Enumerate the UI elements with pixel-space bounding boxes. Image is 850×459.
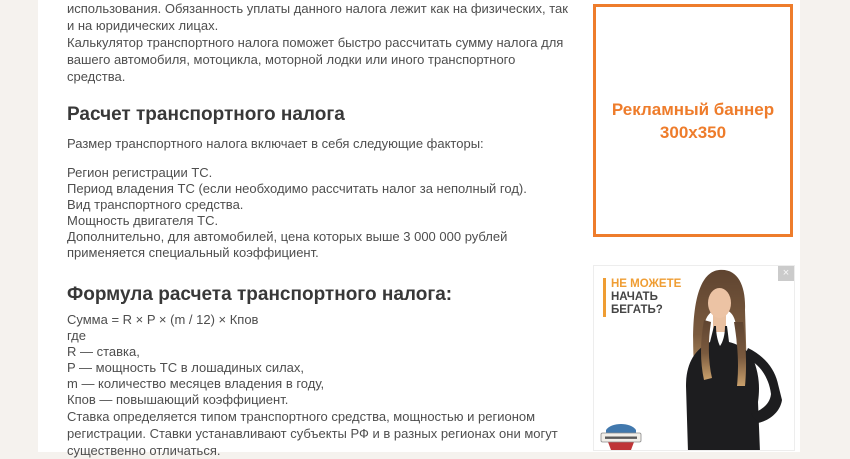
ad-headline	[603, 278, 681, 317]
factor-item: Период владения ТС (если необходимо рассчитать налог за неполный год).	[67, 181, 527, 196]
factor-item: Мощность двигателя ТС.	[67, 213, 219, 228]
formula-definition: R — ставка,	[67, 344, 140, 359]
paragraph-calculator-description: Калькулятор транспортного налога поможет быстро рассчитать сумму налога для вашего автомобиля, мотоцикла, моторной лодки или иного транспортного средства.	[67, 35, 564, 84]
article	[67, 0, 573, 459]
formula-definition: P — мощность ТС в лошадиных силах,	[67, 360, 305, 375]
factors-list	[67, 165, 573, 261]
ad-banner-placeholder-title: Рекламный баннер	[611, 99, 775, 119]
ad-headline-line1: НЕ МОЖЕТЕ	[611, 278, 682, 290]
factor-item: Вид транспортного средства.	[67, 197, 244, 212]
calc-section-lead: Размер транспортного налога включает в себя следующие факторы:	[67, 136, 484, 151]
ad-close-icon[interactable]: ×	[778, 266, 794, 281]
heading-tax-formula: Формула расчета транспортного налога:	[67, 284, 453, 305]
sidebar	[593, 0, 797, 451]
ad-model-photo	[676, 266, 792, 451]
factor-item: Дополнительно, для автомобилей, цена которых выше 3 000 000 рублей применяется специальный коэффициент.	[67, 229, 508, 260]
ad-headline-line2: НАЧАТЬ	[611, 291, 658, 303]
formula-where-label: где	[67, 328, 86, 343]
content-area	[38, 0, 800, 458]
formula-expression: Сумма = R × P × (m / 12) × Кпов	[67, 312, 259, 327]
formula-definition: m — количество месяцев владения в году,	[67, 376, 325, 391]
paragraph-intro-continuation: использования. Обязанность уплаты данного налога лежит как на физических, так и на юридических лицах.	[67, 1, 568, 33]
formula-block	[67, 312, 573, 408]
formula-definition: Кпов — повышающий коэффициент.	[67, 392, 289, 407]
ad-block[interactable]	[593, 265, 795, 451]
factor-item: Регион регистрации ТС.	[67, 165, 213, 180]
ad-headline-line3: БЕГАТЬ?	[611, 304, 663, 316]
advertiser-logo-icon	[599, 420, 643, 451]
paragraph-rate-note: Ставка определяется типом транспортного средства, мощностью и регионом регистрации. Ставки устанавливают субъекты РФ и в разных регионах они могут существенно отличаться.	[67, 409, 558, 458]
ad-banner-placeholder[interactable]	[593, 4, 793, 237]
heading-tax-calculation: Расчет транспортного налога	[67, 104, 345, 125]
ad-banner-placeholder-size: 300x350	[659, 122, 727, 142]
